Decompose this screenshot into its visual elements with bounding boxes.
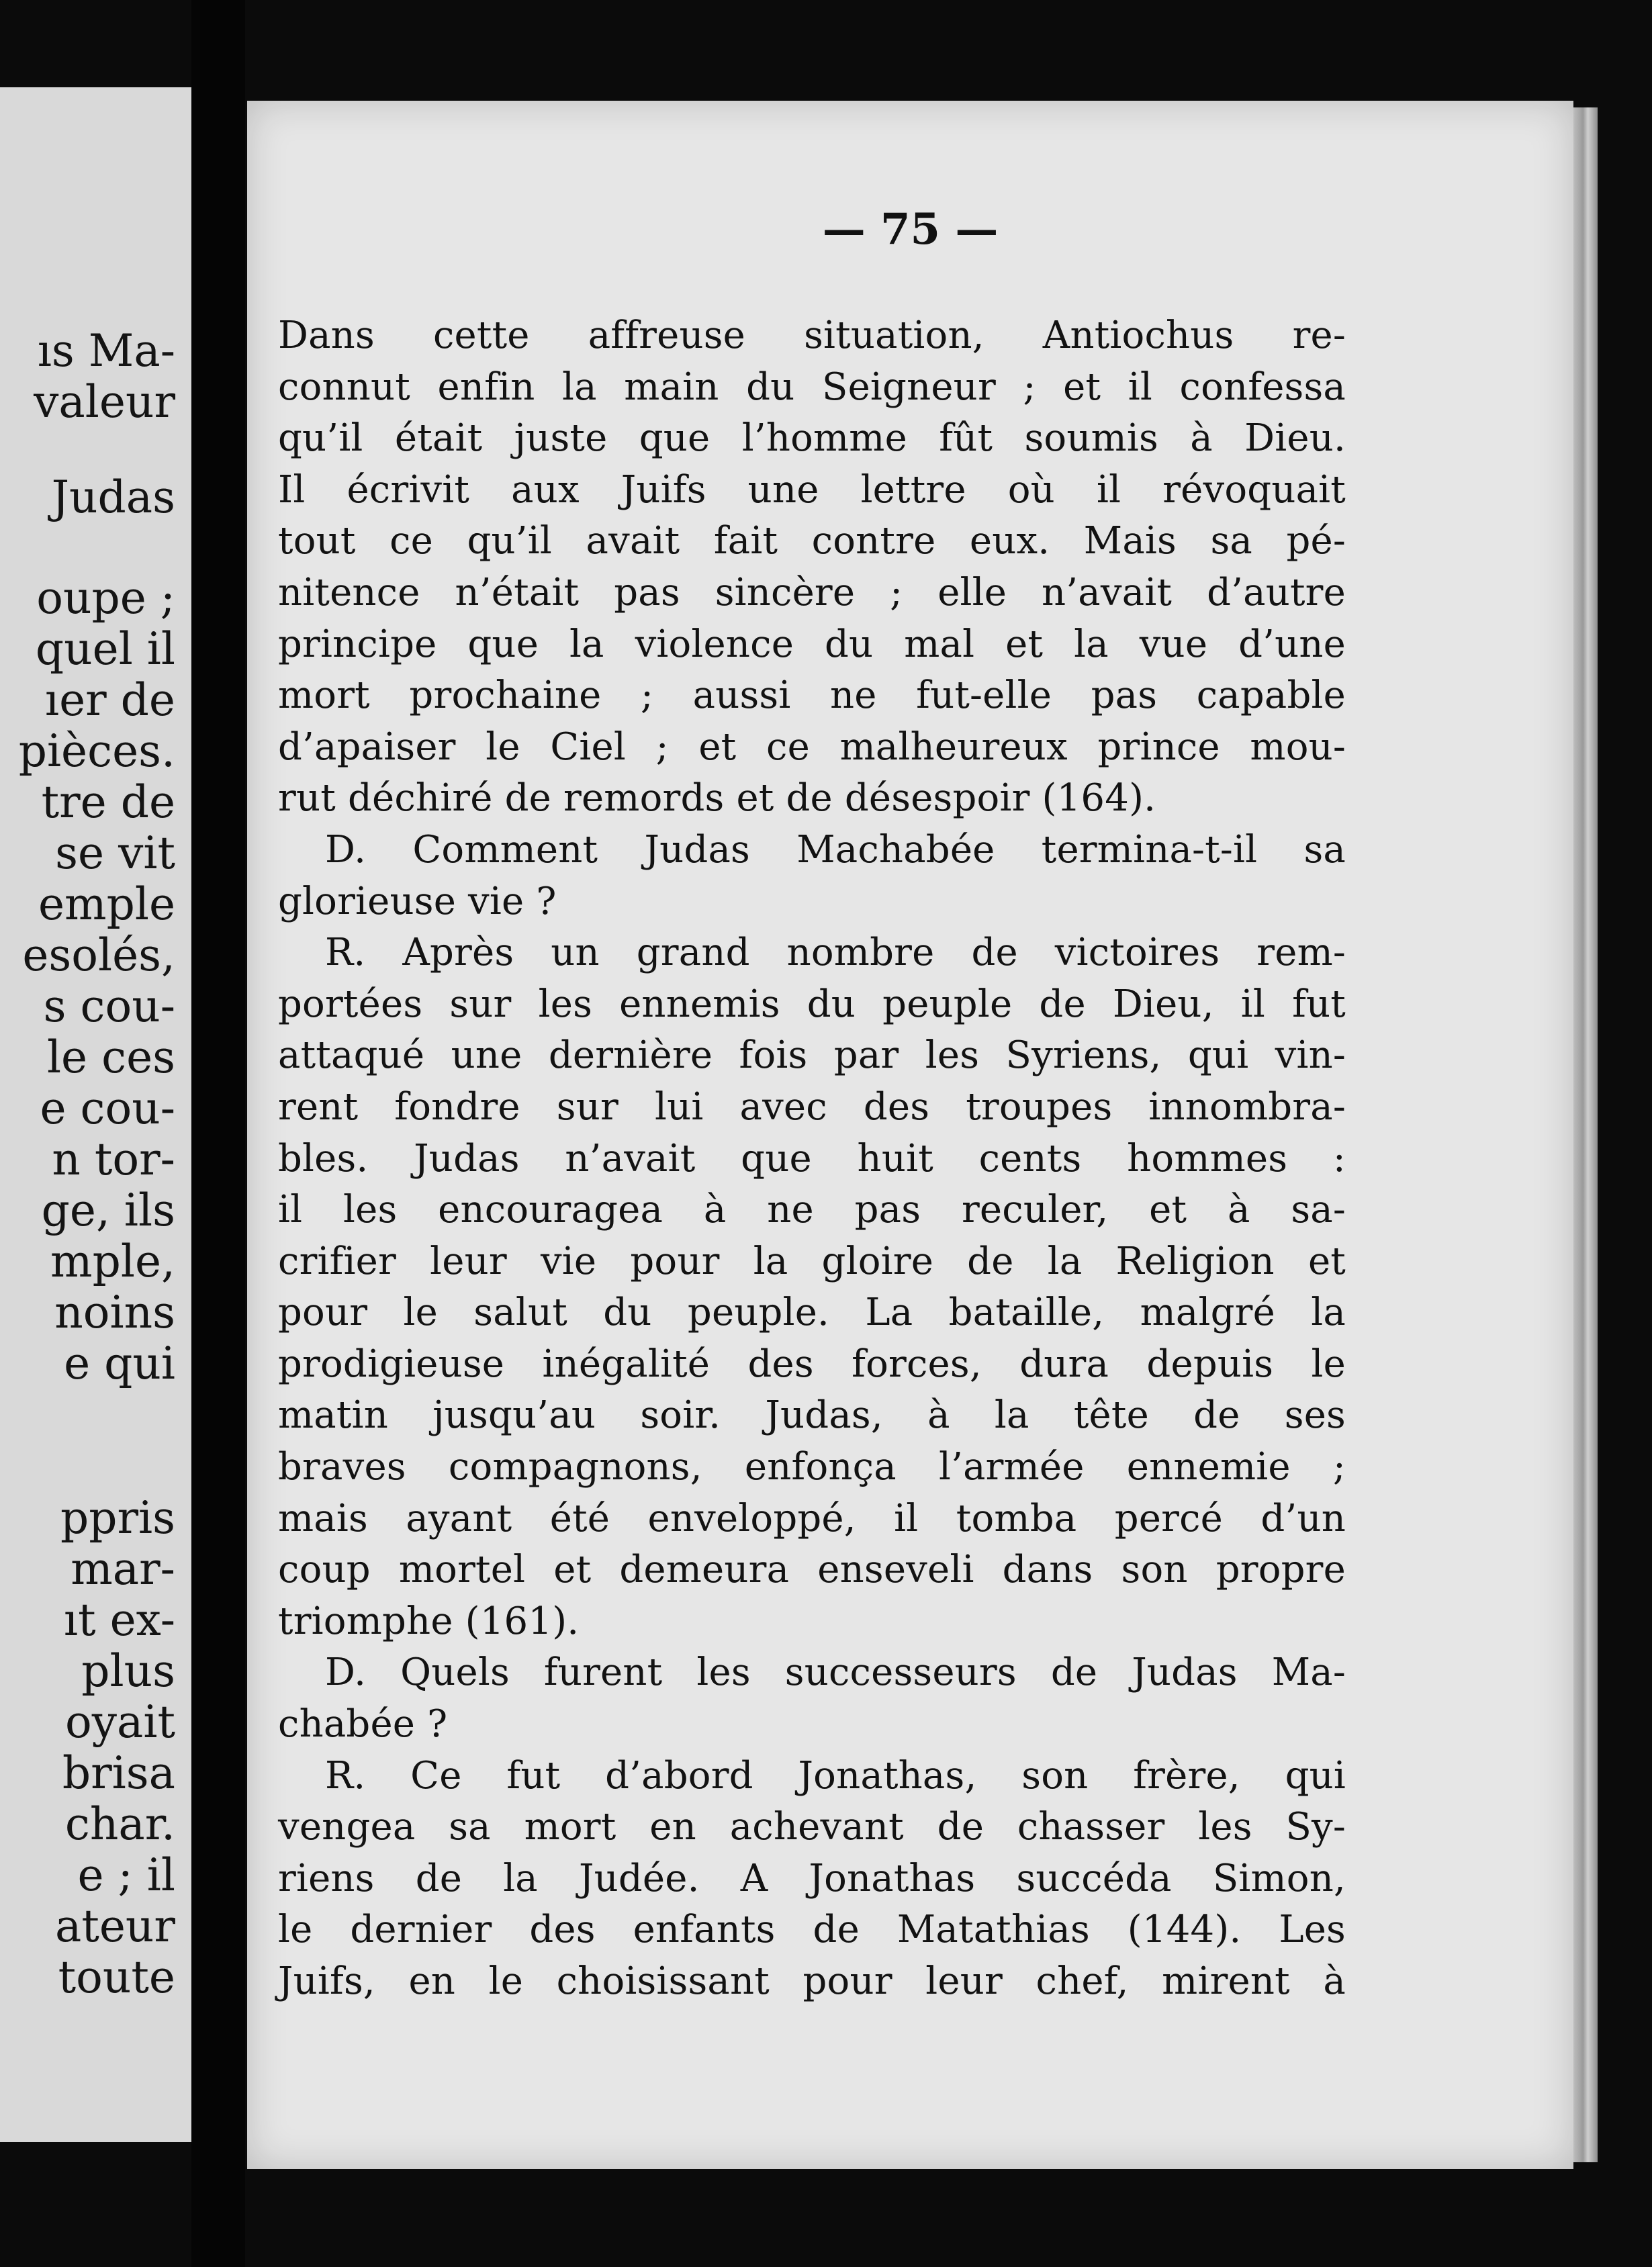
left-page-line: char. [64, 1798, 175, 1850]
text-line: Dans cette affreuse situation, Antiochus re- [278, 314, 1346, 357]
text-line: le dernier des enfants de Matathias (144). Les [278, 1908, 1346, 1952]
left-page-line: oyait [64, 1696, 175, 1748]
answer-line: R. Après un grand nombre de victoires rem- [325, 931, 1346, 975]
text-line: nitence n’était pas sincère ; elle n’avait d’autre [278, 570, 1346, 614]
left-page-line: emple [38, 878, 175, 930]
left-page-line: ıs Ma- [37, 325, 175, 377]
text-line: triomphe (161). [278, 1599, 580, 1643]
left-page-line: mar- [71, 1543, 175, 1595]
left-page-line: e ; il [77, 1849, 175, 1901]
page-text-block [278, 310, 1346, 2008]
text-line: d’apaiser le Ciel ; et ce malheureux prince mou- [278, 725, 1346, 769]
left-page-line: toute [58, 1951, 175, 2003]
text-line: crifier leur vie pour la gloire de la Religion et [278, 1239, 1346, 1283]
text-line: Juifs, en le choisissant pour leur chef, mirent à [278, 1959, 1346, 2003]
text-line: matin jusqu’au soir. Judas, à la tête de ses [278, 1393, 1346, 1438]
left-page-line: n tor- [52, 1134, 175, 1185]
left-page-line: quel il [35, 623, 175, 675]
text-line: attaqué une dernière fois par les Syriens, qui vin- [278, 1033, 1346, 1078]
answer-line: R. Ce fut d’abord Jonathas, son frère, qui [325, 1753, 1346, 1798]
page-number: — 75 — [822, 204, 999, 255]
left-page-line: noins [54, 1287, 175, 1338]
left-page-line: ıer de [44, 674, 175, 726]
text-line: portées sur les ennemis du peuple de Dieu, il fut [278, 982, 1346, 1026]
left-page-line: se vit [55, 827, 175, 879]
text-line: braves compagnons, enfonça l’armée ennemie ; [278, 1445, 1346, 1489]
page-edge [1573, 107, 1598, 2162]
left-page-line: ateur [55, 1900, 175, 1952]
text-line: coup mortel et demeura enseveli dans son propre [278, 1548, 1346, 1592]
book-page [247, 101, 1573, 2169]
left-page-line: mple, [50, 1236, 175, 1287]
left-page-line: pièces. [18, 725, 175, 777]
text-line: connut enfin la main du Seigneur ; et il confessa [278, 365, 1346, 409]
left-page-line: oupe ; [36, 572, 175, 624]
left-page-line: ppris [60, 1492, 175, 1544]
left-page-line: ge, ils [41, 1185, 175, 1236]
text-line: vengea sa mort en achevant de chasser les Sy- [278, 1805, 1346, 1849]
text-line: il les encouragea à ne pas reculer, et à sa- [278, 1188, 1346, 1232]
text-line: rent fondre sur lui avec des troupes innombra- [278, 1084, 1346, 1129]
left-page-line: Judas [51, 471, 175, 523]
text-line: qu’il était juste que l’homme fût soumis à Dieu. [278, 416, 1346, 461]
left-page-line: valeur [34, 376, 175, 428]
text-line: Il écrivit aux Juifs une lettre où il révoquait [278, 467, 1346, 512]
question-line: D. Comment Judas Machabée termina-t-il sa [325, 827, 1346, 872]
text-line: tout ce qu’il avait fait contre eux. Mais sa pé- [278, 519, 1346, 563]
text-line: glorieuse vie ? [278, 879, 557, 923]
left-page-fragment [0, 87, 191, 2142]
question-line: D. Quels furent les successeurs de Judas Ma- [325, 1651, 1346, 1695]
text-line: principe que la violence du mal et la vue d’une [278, 622, 1346, 666]
text-line: pour le salut du peuple. La bataille, malgré la [278, 1291, 1346, 1335]
text-line: mais ayant été enveloppé, il tomba percé d’un [278, 1496, 1346, 1540]
text-line: bles. Judas n’avait que huit cents hommes : [278, 1136, 1346, 1181]
text-line: chabée ? [278, 1702, 448, 1747]
left-page-line: e qui [64, 1338, 175, 1389]
left-page-line: ıt ex- [63, 1594, 175, 1646]
left-page-line: esolés, [22, 929, 175, 981]
left-page-line: le ces [46, 1031, 175, 1083]
text-line: riens de la Judée. A Jonathas succéda Simon, [278, 1856, 1346, 1900]
left-page-line: e cou- [40, 1082, 175, 1134]
book-gutter [191, 0, 245, 2267]
text-line: rut déchiré de remords et de désespoir (164). [278, 776, 1156, 821]
left-page-line: s cou- [43, 980, 175, 1032]
left-page-line: brisa [62, 1747, 175, 1799]
left-page-line: plus [81, 1645, 175, 1697]
left-page-line: tre de [41, 776, 175, 828]
text-line: prodigieuse inégalité des forces, dura depuis le [278, 1342, 1346, 1386]
text-line: mort prochaine ; aussi ne fut-elle pas capable [278, 674, 1346, 718]
